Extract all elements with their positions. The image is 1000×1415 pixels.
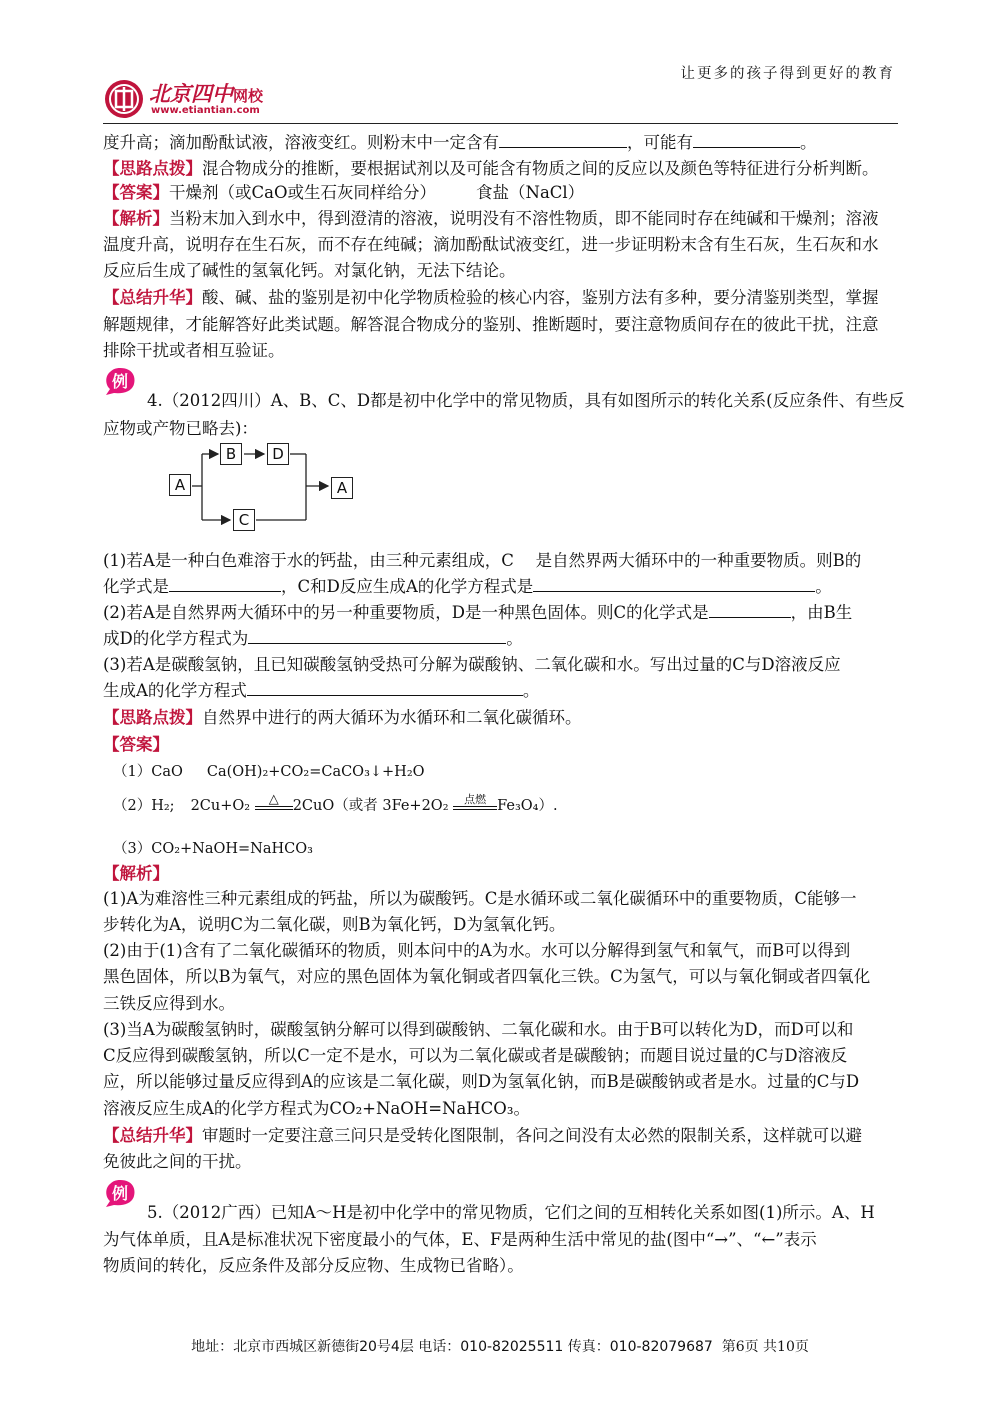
q4-stem-2: 应物或产物已略去)： xyxy=(103,419,258,438)
heat-symbol: △ xyxy=(268,792,279,807)
answer-blank xyxy=(709,600,791,618)
logo-emblem-icon xyxy=(103,78,145,120)
q4-analysis-6: (3)当A为碳酸氢钠时，碳酸氢钠分解可以得到碳酸钠、二氧化碳和水。由于B可以转化为D，而D可以和 xyxy=(103,1020,854,1039)
q4-part2-line1: (2)若A是自然界两大循环中的另一种重要物质，D是一种黑色固体。则C的化学式是 ，由B生 xyxy=(103,599,903,626)
q5-stem-2: 为气体单质，且A是标准状况下密度最小的气体，E、F是两种生活中常见的盐(图中“→”、“←”表示 xyxy=(103,1230,817,1249)
q4-answer-tag: 【答案】 xyxy=(103,735,169,754)
page-number: 第6页 共10页 xyxy=(721,1339,809,1355)
logo-name: 北京四中 xyxy=(149,82,233,106)
node-a-end: A xyxy=(331,477,353,499)
logo-suffix: 网校 xyxy=(233,87,264,105)
q4-part2-line2: 成D的化学方程式为 。 xyxy=(103,625,903,652)
example-badge-icon xyxy=(102,366,138,396)
q4-analysis-7: C反应得到碳酸氢钠，所以C一定不是水，可以为二氧化碳或者是碳酸钠；而题目说过量的C与D溶液反 xyxy=(103,1046,848,1065)
q4-analysis-5: 三铁反应得到水。 xyxy=(103,994,235,1013)
header-rule xyxy=(103,123,898,124)
q4-answer-3: （3）CO₂+NaOH=NaHCO₃ xyxy=(113,841,313,857)
node-c: C xyxy=(233,509,255,531)
q4-analysis-2: 步转化为A，说明C为二氧化碳，则B为氧化钙，D为氢氧化钙。 xyxy=(103,915,566,934)
node-d: D xyxy=(267,443,289,465)
logo xyxy=(103,76,298,122)
q3-answer: 【答案】干燥剂（或CaO或生石灰同样给分） 食盐（NaCl） xyxy=(103,183,585,202)
q3-summary-3: 排除干扰或者相互验证。 xyxy=(103,341,285,360)
svg-text:例: 例 xyxy=(111,372,129,391)
q5-stem-1: 5.（2012广西）已知A～H是初中化学中的常见物质，它们之间的互相转化关系如图(1)所示。A、H xyxy=(147,1203,875,1222)
q4-part3-line1: (3)若A是碳酸氢钠，且已知碳酸氢钠受热可分解为碳酸钠、二氧化碳和水。写出过量的C与D溶液反应 xyxy=(103,655,841,674)
q5-stem-3: 物质间的转化，反应条件及部分反应物、生成物已省略）。 xyxy=(103,1256,524,1275)
q4-hint: 【思路点拨】自然界中进行的两大循环为水循环和二氧化碳循环。 xyxy=(103,708,582,727)
page-footer xyxy=(0,1336,1000,1356)
logo-url: www.etiantian.com xyxy=(151,105,260,116)
node-b: B xyxy=(220,443,242,465)
example-badge-icon xyxy=(102,1178,138,1208)
q4-analysis-9: 溶液反应生成A的化学方程式为CO₂+NaOH=NaHCO₃。 xyxy=(103,1099,530,1118)
q3-summary-1: 【总结升华】酸、碱、盐的鉴别是初中化学物质检验的核心内容，鉴别方法有多种，要分清鉴别类型，掌握 xyxy=(103,288,879,307)
answer-blank xyxy=(248,626,506,644)
q4-analysis-8: 应，所以能够过量反应得到A的应该是二氧化碳，则D为氢氧化钠，而B是碳酸钠或者是水。过量的C与D xyxy=(103,1072,860,1091)
footer-address: 地址：北京市西城区新德街20号4层 电话：010-82025511 传真：010-82079687 xyxy=(191,1339,713,1355)
q4-analysis-1: (1)A为难溶性三种元素组成的钙盐，所以为碳酸钙。C是水循环或二氧化碳循环中的重要物质，C能够一 xyxy=(103,889,857,908)
svg-text:例: 例 xyxy=(111,1184,129,1203)
answer-blank xyxy=(533,574,815,592)
q4-part1-line2: 化学式是 ，C和D反应生成A的化学方程式是 。 xyxy=(103,573,903,600)
answer-blank xyxy=(693,130,800,148)
answer-blank xyxy=(169,574,281,592)
q4-analysis-4: 黑色固体，所以B为氧气，对应的黑色固体为氧化铜或者四氧化三铁。C为氢气，可以与氧化铜或者四氧化 xyxy=(103,967,871,986)
q4-part1-line1: (1)若A是一种白色难溶于水的钙盐，由三种元素组成，C 是自然界两大循环中的一种重要物质。则B的 xyxy=(103,551,862,570)
q4-summary-1: 【总结升华】审题时一定要注意三问只是受转化图限制，各问之间没有太必然的限制关系，这样就可以避 xyxy=(103,1126,862,1145)
q3-analysis-2: 温度升高，说明存在生石灰，而不存在纯碱；滴加酚酞试液变红，进一步证明粉末含有生石灰，生石灰和水 xyxy=(103,235,879,254)
q3-summary-2: 解题规律，才能解答好此类试题。解答混合物成分的鉴别、推断题时，要注意物质间存在的彼此干扰，注意 xyxy=(103,315,879,334)
answer-blank xyxy=(499,130,627,148)
q3-hint: 【思路点拨】混合物成分的推断，要根据试剂以及可能含有物质之间的反应以及颜色等特征进行分析判断。 xyxy=(103,159,879,178)
q4-answer-2: （2）H₂; 2Cu+O₂ △ 2CuO（或者 3Fe+2O₂ 点燃 Fe₃O₄）. xyxy=(113,792,558,814)
q4-part3-line2: 生成A的化学方程式 。 xyxy=(103,677,903,704)
q4-answer-1: （1）CaO Ca(OH)₂+CO₂=CaCO₃↓+H₂O xyxy=(113,764,425,780)
q4-analysis-3: (2)由于(1)含有了二氧化碳循环的物质，则本问中的A为水。水可以分解得到氢气和氧气，而B可以得到 xyxy=(103,941,851,960)
q3-analysis-3: 反应后生成了碱性的氢氧化钙。对氯化钠，无法下结论。 xyxy=(103,261,516,280)
node-a-start: A xyxy=(169,474,191,496)
q3-line1: 度升高；滴加酚酞试液，溶液变红。则粉末中一定含有 ，可能有 。 xyxy=(103,129,903,156)
answer-blank xyxy=(247,678,523,696)
ignition-condition: 点燃 xyxy=(464,793,487,806)
q4-summary-2: 免彼此之间的干扰。 xyxy=(103,1152,252,1171)
q4-stem-1: 4.（2012四川）A、B、C、D都是初中化学中的常见物质，具有如图所示的转化关系(反应条件、有些反 xyxy=(147,391,905,410)
q3-analysis-1: 【解析】当粉末加入到水中，得到澄清的溶液，说明没有不溶性物质，即不能同时存在纯碱和干燥剂；溶液 xyxy=(103,209,879,228)
header-slogan: 让更多的孩子得到更好的教育 xyxy=(680,66,895,82)
q4-analysis-tag: 【解析】 xyxy=(103,864,169,883)
